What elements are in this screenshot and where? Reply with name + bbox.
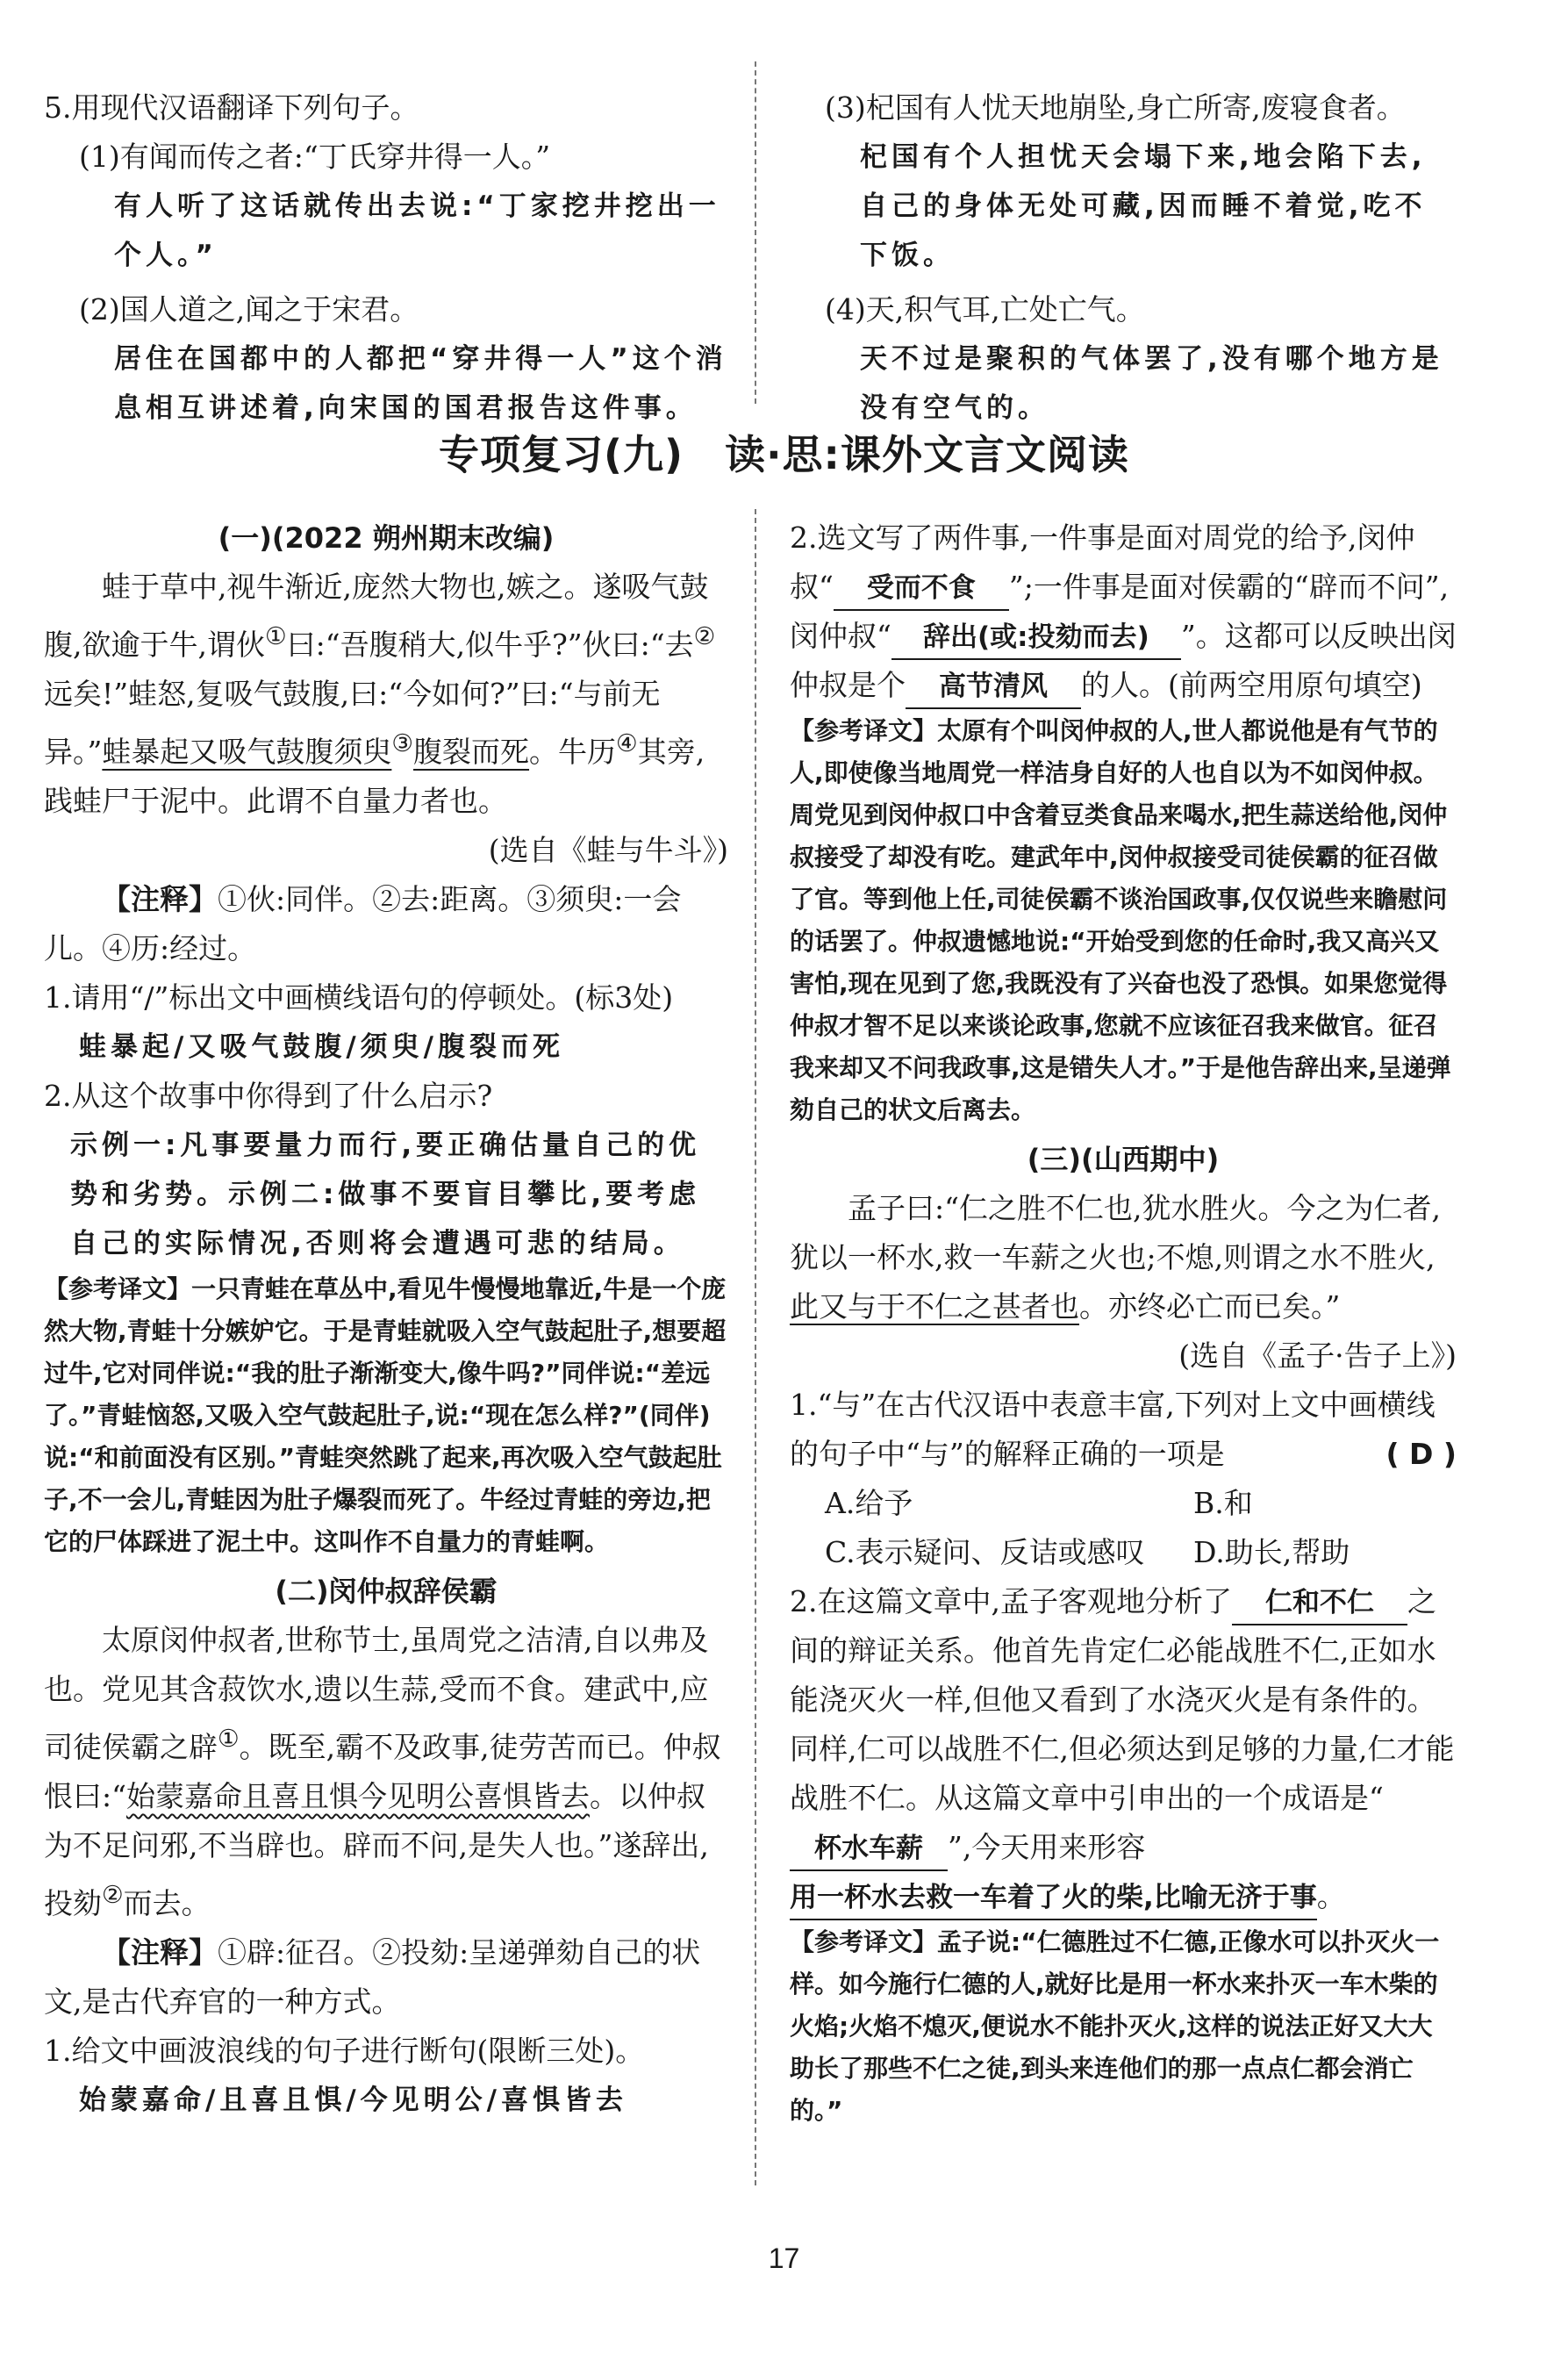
underlined-sentence-3: 此又与于不仁之甚者也 — [790, 1289, 1079, 1324]
p1-question-2: 2.从这个故事中你得到了什么启示? — [44, 1079, 493, 1113]
main-left-column — [44, 513, 728, 2125]
passage-2-notes: 【注释】①辟:征召。②投劾:呈递弹劾自己的状文,是古代弃官的一种方式。 — [44, 1935, 701, 2019]
p2-blank-2: 辞出(或:投劾而去) — [891, 616, 1181, 660]
answer-4: 天不过是聚积的气体罢了,没有哪个地方是没有空气的。 — [860, 343, 1443, 424]
p3-blank-3: 用一杯水去救一车着了火的柴,比喻无济于事 — [790, 1876, 1317, 1920]
p2-reference-translation: 【参考译文】太原有个叫闵仲叔的人,世人都说他是有气节的人,即使像当地周党一样洁身自好的人也自以为不如闵仲叔。周党见到闵仲叔口中含着豆类食品来喝水,把生蒜送给他,闵仲叔接受了却没有吃。建武年中,闵仲叔接受司徒侯霸的征召做了官。等到他上任,司徒侯霸不谈治国政事,仅仅说些来瞻慰问的话罢了。仲叔遗憾地说:“开始受到您的任命时,我又高兴又害怕,现在见到了您,我既没有了兴奋也没了恐惧。如果您觉得仲叔才智不足以来谈论政事,您就不应该征召我来做官。征召我来却又不问我政事,这是错失人才。”于是他告辞出来,呈递弹劾自己的状文后离去。 — [790, 716, 1451, 1124]
answer-1: 有人听了这话就传出去说:“丁家挖井挖出一个人。” — [114, 190, 720, 271]
p3-answer-1: ( D ) — [1385, 1437, 1457, 1471]
p1-answer-2: 示例一:凡事要量力而行,要正确估量自己的优势和劣势。示例二:做事不要盲目攀比,要考虑自己的实际情况,否则将会遭遇可悲的结局。 — [70, 1130, 701, 1259]
answer-3: 杞国有个人担忧天会塌下来,地会陷下去,自己的身体无处可藏,因而睡不着觉,吃不下饭。 — [860, 141, 1427, 271]
p3-options-cd — [790, 1528, 1457, 1577]
sentence-4: (4)天,积气耳,亡处亡气。 — [825, 292, 1145, 326]
p3-question-1: 1.“与”在古代汉语中表意丰富,下列对上文中画横线的句子中“与”的解释正确的一项是 ( D ) — [790, 1381, 1457, 1479]
question-5: 5.用现代汉语翻译下列句子。 — [44, 90, 419, 125]
p1-answer-1: 蛙暴起/又吸气鼓腹/须臾/腹裂而死 — [79, 1031, 564, 1063]
p3-reference-translation: 【参考译文】孟子说:“仁德胜过不仁德,正像水可以扑灭火一样。如今施行仁德的人,就好比是用一杯水来扑灭一车木柴的火焰;火焰不熄灭,便说水不能扑灭火,这样的说法正好又大大助长了那些不仁之徒,到头来连他们的那一点点仁都会消亡的。” — [790, 1927, 1440, 2125]
passage-1-text: 蛙于草中,视牛渐近,庞然大物也,嫉之。遂吸气鼓腹,欲逾于牛,谓伙①曰:“吾腹稍大,似牛乎?”伙曰:“去②远矣!”蛙怒,复吸气鼓腹,曰:“今如何?”曰:“与前无异。”蛙暴起又吸气鼓腹须臾③腹裂而死。牛历④其旁,践蛙尸于泥中。此谓不自量力者也。 — [44, 570, 716, 818]
p2-blank-3: 高节清风 — [906, 665, 1081, 709]
p2-question-1: 1.给文中画波浪线的句子进行断句(限断三处)。 — [44, 2034, 645, 2068]
p3-options-ab — [790, 1479, 1457, 1528]
main-column-divider — [755, 509, 756, 2185]
option-a: A.给予 — [825, 1486, 913, 1520]
p2-blank-1: 受而不食 — [834, 567, 1009, 611]
top-left-column — [44, 83, 728, 433]
passage-1-notes: 【注释】①伙:同伴。②去:距离。③须臾:一会儿。④历:经过。 — [44, 882, 682, 965]
passage-2-header: (二)闵仲叔辞侯霸 — [275, 1575, 498, 1608]
sentence-1: (1)有闻而传之者:“丁氏穿井得一人。” — [79, 140, 551, 174]
p3-blank-2: 杯水车薪 — [790, 1827, 948, 1871]
p1-question-1: 1.请用“/”标出文中画横线语句的停顿处。(标3处) — [44, 980, 674, 1015]
passage-1-header: (一)(2022 朔州期末改编) — [218, 521, 555, 555]
top-column-divider — [755, 61, 756, 404]
page-number: 17 — [768, 2242, 800, 2274]
main-right-column — [790, 513, 1457, 2132]
passage-1-source: (选自《蛙与牛斗》) — [488, 833, 728, 867]
option-b: B.和 — [1193, 1486, 1253, 1520]
sentence-2: (2)国人道之,闻之于宋君。 — [79, 292, 419, 326]
wavy-underlined-sentence: 始蒙嘉命且喜且惧今见明公喜惧皆去 — [126, 1779, 590, 1813]
p2-answer-1: 始蒙嘉命/且喜且惧/今见明公/喜惧皆去 — [79, 2085, 627, 2116]
passage-3-header: (三)(山西期中) — [1027, 1143, 1220, 1176]
passage-2-text: 太原闵仲叔者,世称节士,虽周党之洁清,自以弗及也。党见其含菽饮水,遗以生蒜,受而不食。建武中,应司徒侯霸之辟①。既至,霸不及政事,徒劳苦而已。仲叔恨曰:“始蒙嘉命且喜且惧今见明公喜惧皆去。以仲叔为不足问邪,不当辟也。辟而不问,是失人也。”遂辞出,投劾②而去。 — [44, 1623, 721, 1920]
sentence-3: (3)杞国有人忧天地崩坠,身亡所寄,废寝食者。 — [825, 90, 1406, 125]
p1-reference-translation: 【参考译文】一只青蛙在草丛中,看见牛慢慢地靠近,牛是一个庞然大物,青蛙十分嫉妒它。于是青蛙就吸入空气鼓起肚子,想要超过牛,它对同伴说:“我的肚子渐渐变大,像牛吗?”同伴说:“差远了。”青蛙恼怒,又吸入空气鼓起肚子,说:“现在怎么样?”(同伴)说:“和前面没有区别。”青蛙突然跳了起来,再次吸入空气鼓起肚子,不一会儿,青蛙因为肚子爆裂而死了。牛经过青蛙的旁边,把它的尸体踩进了泥土中。这叫作不自量力的青蛙啊。 — [44, 1274, 727, 1556]
top-right-column — [790, 83, 1457, 433]
p3-question-2: 2.在这篇文章中,孟子客观地分析了 仁和不仁 之间的辩证关系。他首先肯定仁必能战胜不仁,正如水能浇灭火一样,但他又看到了水浇灭火是有条件的。同样,仁可以战胜不仁,但必须达到足够的力量,仁才能战胜不仁。从这篇文章中引申出的一个成语是“杯水车薪 ”,今天用来形容用一杯水去救一车着了火的柴,比喻无济于事。 — [790, 1577, 1457, 1921]
option-d: D.助长,帮助 — [1193, 1535, 1350, 1569]
passage-3-source: (选自《孟子·告子上》) — [1178, 1338, 1457, 1373]
answer-2: 居住在国都中的人都把“穿井得一人”这个消息相互讲述着,向宋国的国君报告这件事。 — [114, 343, 727, 424]
underlined-sentence: 蛙暴起又吸气鼓腹须臾 — [102, 735, 392, 769]
option-c: C.表示疑问、反诘或感叹 — [825, 1535, 1145, 1569]
p3-blank-1: 仁和不仁 — [1232, 1582, 1407, 1625]
section-title: 专项复习(九) 读·思:课外文言文阅读 — [439, 431, 1129, 478]
passage-3-text: 孟子曰:“仁之胜不仁也,犹水胜火。今之为仁者,犹以一杯水,救一车薪之火也;不熄,则谓之水不胜火,此又与于不仁之甚者也。亦终必亡而已矣。” — [790, 1191, 1441, 1324]
p2-question-2: 2.选文写了两件事,一件事是面对周党的给予,闵仲叔“ 受而不食 ”;一件事是面对侯霸的“辟而不问”,闵仲叔“ 辞出(或:投劾而去) ”。这都可以反映出闵仲叔是个 高节清风 的人。(前两空用原句填空) — [790, 513, 1457, 710]
